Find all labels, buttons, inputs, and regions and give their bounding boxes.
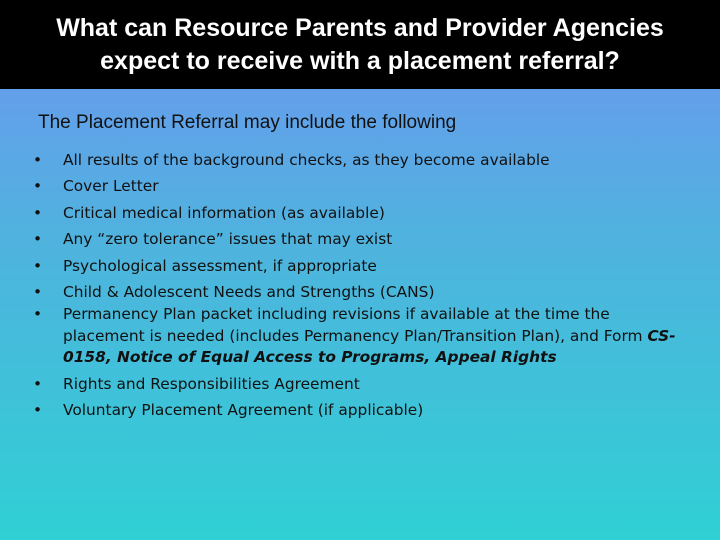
list-item — [33, 176, 683, 198]
list-item-permanency-plan — [33, 304, 683, 369]
slide-title-line-1: What can Resource Parents and Provider Agencies — [56, 13, 664, 42]
slide-title-line-2: expect to receive with a placement referral? — [100, 46, 620, 75]
list-item — [33, 229, 683, 251]
list-item-text — [63, 304, 683, 369]
form-cs-0158-text: CS-0158, Notice of Equal Access to Programs, Appeal Rights — [63, 326, 676, 367]
slide-subtitle: The Placement Referral may include the following — [38, 112, 457, 133]
list-item-text: Psychological assessment, if appropriate — [63, 256, 377, 275]
list-item-text: Any “zero tolerance” issues that may exist — [63, 230, 393, 249]
bullet-icon: • — [33, 230, 43, 249]
bullet-icon: • — [33, 203, 43, 222]
bullet-list — [33, 150, 683, 427]
bullet-icon: • — [33, 151, 43, 169]
bullet-icon: • — [33, 177, 43, 196]
list-item-text: Critical medical information (as available) — [63, 203, 385, 222]
list-item — [33, 203, 683, 225]
bullet-icon: • — [33, 283, 43, 302]
bullet-icon: • — [33, 374, 43, 393]
list-item-text: Cover Letter — [63, 177, 159, 196]
list-item-text: All results of the background checks, as they become available — [63, 151, 550, 169]
list-item-text: Child & Adolescent Needs and Strengths (CANS) — [63, 283, 435, 302]
list-item — [33, 282, 683, 304]
title-bar — [0, 0, 720, 89]
list-item-text: Rights and Responsibilities Agreement — [63, 374, 360, 393]
list-item — [33, 400, 683, 422]
slide-title — [56, 12, 664, 78]
list-item-text: Voluntary Placement Agreement (if applicable) — [63, 401, 424, 420]
list-item — [33, 374, 683, 396]
bullet-icon: • — [33, 256, 43, 275]
permanency-plan-text: Permanency Plan packet including revisions if available at the time the placement is needed (includes Permanency Plan/Transition Plan), and Form — [63, 305, 648, 345]
list-item — [33, 256, 683, 278]
bullet-icon: • — [33, 305, 43, 324]
list-item — [33, 150, 683, 172]
bullet-icon: • — [33, 401, 43, 420]
